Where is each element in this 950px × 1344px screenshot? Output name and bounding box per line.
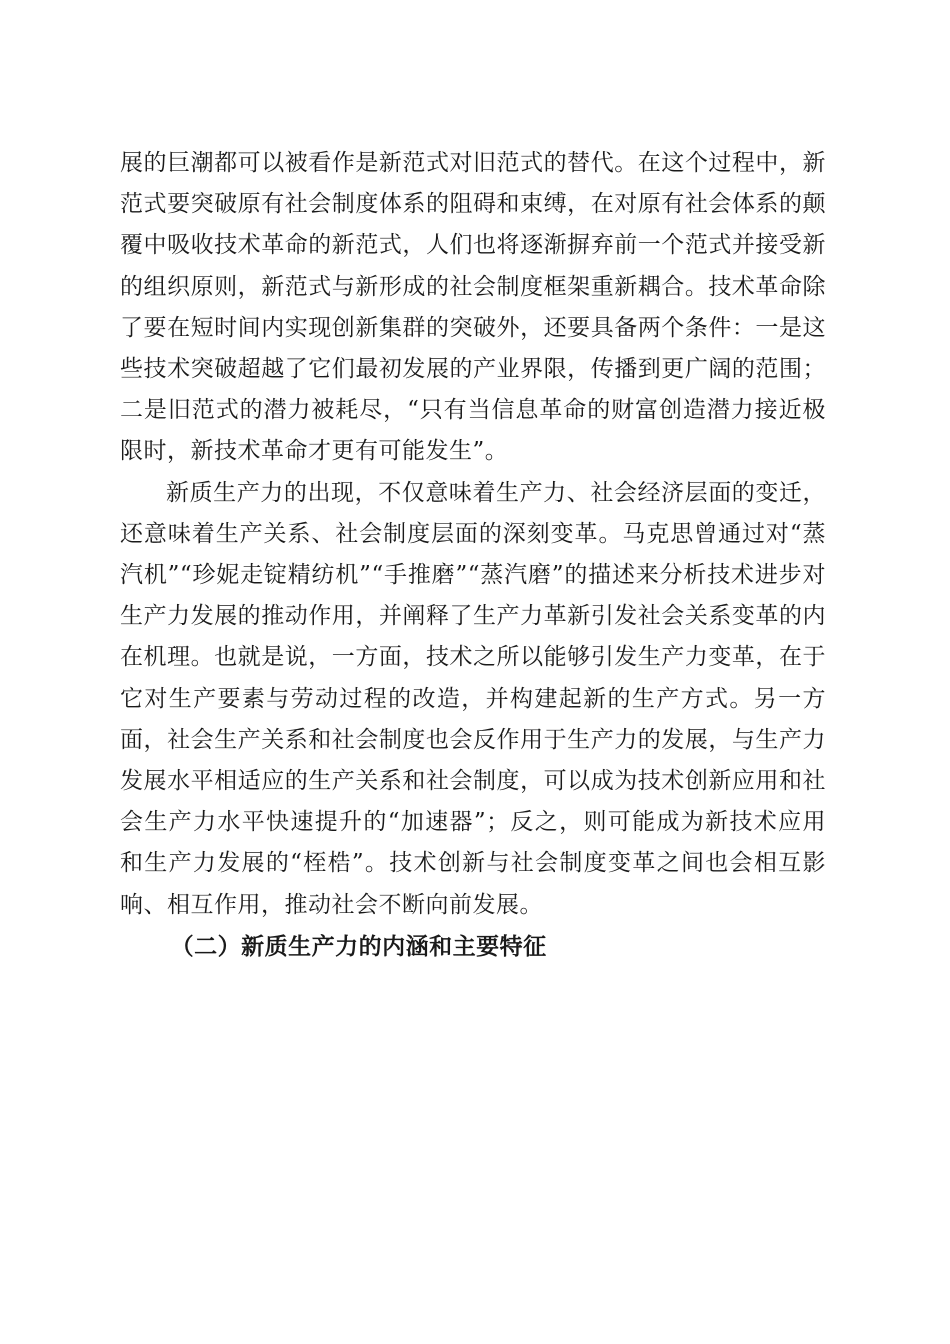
section-heading: （二）新质生产力的内涵和主要特征	[170, 932, 547, 960]
document-body	[120, 143, 826, 967]
paragraph-new-productivity: 新质生产力的出现，不仅意味着生产力、社会经济层面的变迁，还意味着生产关系、社会制度层面的深刻变革。马克思曾通过对“蒸汽机”“珍妮走锭精纺机”“手推磨”“蒸汽磨”的描述来分析技术进步对生产力发展的推动作用，并阐释了生产力革新引发社会关系变革的内在机理。也就是说，一方面，技术之所以能够引发生产力变革，在于它对生产要素与劳动过程的改造，并构建起新的生产方式。另一方面，社会生产关系和社会制度也会反作用于生产力的发展，与生产力发展水平相适应的生产关系和社会制度，可以成为技术创新应用和社会生产力水平快速提升的“加速器”；反之，则可能成为新技术应用和生产力发展的“桎梏”。技术创新与社会制度变革之间也会相互影响、相互作用，推动社会不断向前发展。	[120, 479, 826, 918]
paragraph-continuation: 展的巨潮都可以被看作是新范式对旧范式的替代。在这个过程中，新范式要突破原有社会制度体系的阻碍和束缚，在对原有社会体系的颠覆中吸收技术革命的新范式，人们也将逐渐摒弃前一个范式并接受新的组织原则，新范式与新形成的社会制度框架重新耦合。技术革命除了要在短时间内实现创新集群的突破外，还要具备两个条件：一是这些技术突破超越了它们最初发展的产业界限，传播到更广阔的范围；二是旧范式的潜力被耗尽，“只有当信息革命的财富创造潜力接近极限时，新技术革命才更有可能发生”。	[120, 150, 826, 465]
